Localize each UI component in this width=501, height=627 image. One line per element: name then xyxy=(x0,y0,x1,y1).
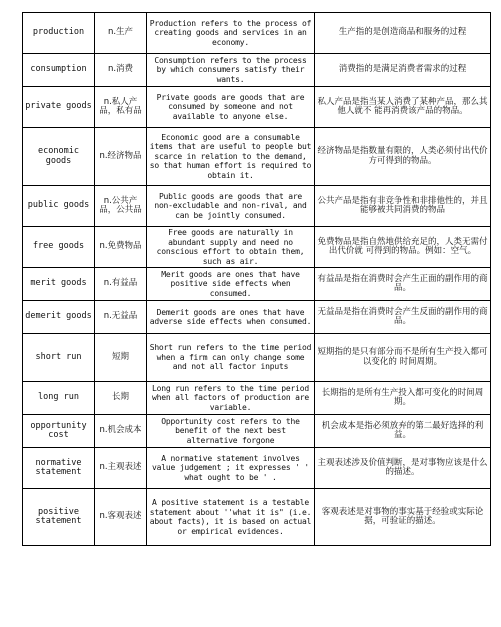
english-definition-cell: Private goods are goods that are consumed by someone and not available to anyone else. xyxy=(147,87,315,128)
term-cell: opportunity cost xyxy=(23,415,95,448)
term-cell: public goods xyxy=(23,186,95,227)
term-cell: free goods xyxy=(23,227,95,268)
english-definition-cell: Free goods are naturally in abundant supply and need no conscious effort to obtain them, such as air. xyxy=(147,227,315,268)
term-cell: production xyxy=(23,13,95,54)
term-cell: demerit goods xyxy=(23,301,95,334)
term-cell: short run xyxy=(23,334,95,382)
vocabulary-table-body xyxy=(23,13,491,546)
part-of-speech-cell: 长期 xyxy=(95,382,147,415)
part-of-speech-cell: n.私人产品，私有品 xyxy=(95,87,147,128)
term-cell: normative statement xyxy=(23,448,95,489)
part-of-speech-cell: n.无益品 xyxy=(95,301,147,334)
table-row xyxy=(23,489,491,546)
english-definition-cell: Demerit goods are ones that have adverse side effects when consumed. xyxy=(147,301,315,334)
chinese-definition-cell: 短期指的是只有部分而不是所有生产投入都可以变化的 时间周期。 xyxy=(315,334,491,382)
chinese-definition-cell: 免费物品是指自然地供给充足的，人类无需付出代价就 可得到的物品。例如：空气。 xyxy=(315,227,491,268)
english-definition-cell: Long run refers to the time period when all factors of production are variable. xyxy=(147,382,315,415)
term-cell: positive statement xyxy=(23,489,95,546)
part-of-speech-cell: n.消费 xyxy=(95,54,147,87)
english-definition-cell: Consumption refers to the process by which consumers satisfy their wants. xyxy=(147,54,315,87)
table-row xyxy=(23,415,491,448)
table-row xyxy=(23,54,491,87)
chinese-definition-cell: 公共产品是指有非竞争性和非排他性的，并且能够被共同消费的物品 xyxy=(315,186,491,227)
chinese-definition-cell: 私人产品是指当某人消费了某种产品，那么其他人就不 能再消费该产品的物品。 xyxy=(315,87,491,128)
chinese-definition-cell: 客观表述是对事物的事实基于经验或实际论据，可验证的描述。 xyxy=(315,489,491,546)
chinese-definition-cell: 经济物品是指数量有限的，人类必须付出代价方可得到的物品。 xyxy=(315,128,491,186)
chinese-definition-cell: 消费指的是满足消费者需求的过程 xyxy=(315,54,491,87)
chinese-definition-cell: 生产指的是创造商品和服务的过程 xyxy=(315,13,491,54)
table-row xyxy=(23,13,491,54)
part-of-speech-cell: n.有益品 xyxy=(95,268,147,301)
term-cell: economic goods xyxy=(23,128,95,186)
table-row xyxy=(23,268,491,301)
english-definition-cell: Opportunity cost refers to the benefit of the next best alternative forgone xyxy=(147,415,315,448)
chinese-definition-cell: 有益品是指在消费时会产生正面的副作用的商品。 xyxy=(315,268,491,301)
part-of-speech-cell: n.免费物品 xyxy=(95,227,147,268)
english-definition-cell: Production refers to the process of creating goods and services in an economy. xyxy=(147,13,315,54)
chinese-definition-cell: 主观表述涉及价值判断，是对事物应该是什么的描述。 xyxy=(315,448,491,489)
table-row xyxy=(23,87,491,128)
table-row xyxy=(23,227,491,268)
english-definition-cell: Public goods are goods that are non-excludable and non-rival, and can be jointly consumed. xyxy=(147,186,315,227)
term-cell: private goods xyxy=(23,87,95,128)
part-of-speech-cell: n.主观表述 xyxy=(95,448,147,489)
table-row xyxy=(23,128,491,186)
table-row xyxy=(23,301,491,334)
table-row xyxy=(23,382,491,415)
part-of-speech-cell: n.客观表述 xyxy=(95,489,147,546)
english-definition-cell: Economic good are a consumable items that are useful to people but scarce in relation to the demand, so that human effort is required to obtain it. xyxy=(147,128,315,186)
chinese-definition-cell: 机会成本是指必须放弃的第二最好选择的利益。 xyxy=(315,415,491,448)
table-row xyxy=(23,448,491,489)
english-definition-cell: Merit goods are ones that have positive side effects when consumed. xyxy=(147,268,315,301)
part-of-speech-cell: n.公共产品，公共品 xyxy=(95,186,147,227)
english-definition-cell: A positive statement is a testable statement about ''what it is" (i.e. about facts), it is based on actual or empirical evidences. xyxy=(147,489,315,546)
chinese-definition-cell: 长期指的是所有生产投入都可变化的时间周期。 xyxy=(315,382,491,415)
part-of-speech-cell: n.经济物品 xyxy=(95,128,147,186)
chinese-definition-cell: 无益品是指在消费时会产生反面的副作用的商品。 xyxy=(315,301,491,334)
english-definition-cell: Short run refers to the time period when a firm can only change some and not all factor inputs xyxy=(147,334,315,382)
table-row xyxy=(23,334,491,382)
term-cell: long run xyxy=(23,382,95,415)
part-of-speech-cell: n.机会成本 xyxy=(95,415,147,448)
english-definition-cell: A normative statement involves value judgement ; it expresses ' ' what ought to be ' . xyxy=(147,448,315,489)
term-cell: merit goods xyxy=(23,268,95,301)
table-row xyxy=(23,186,491,227)
vocabulary-table xyxy=(22,12,491,546)
part-of-speech-cell: n.生产 xyxy=(95,13,147,54)
part-of-speech-cell: 短期 xyxy=(95,334,147,382)
term-cell: consumption xyxy=(23,54,95,87)
